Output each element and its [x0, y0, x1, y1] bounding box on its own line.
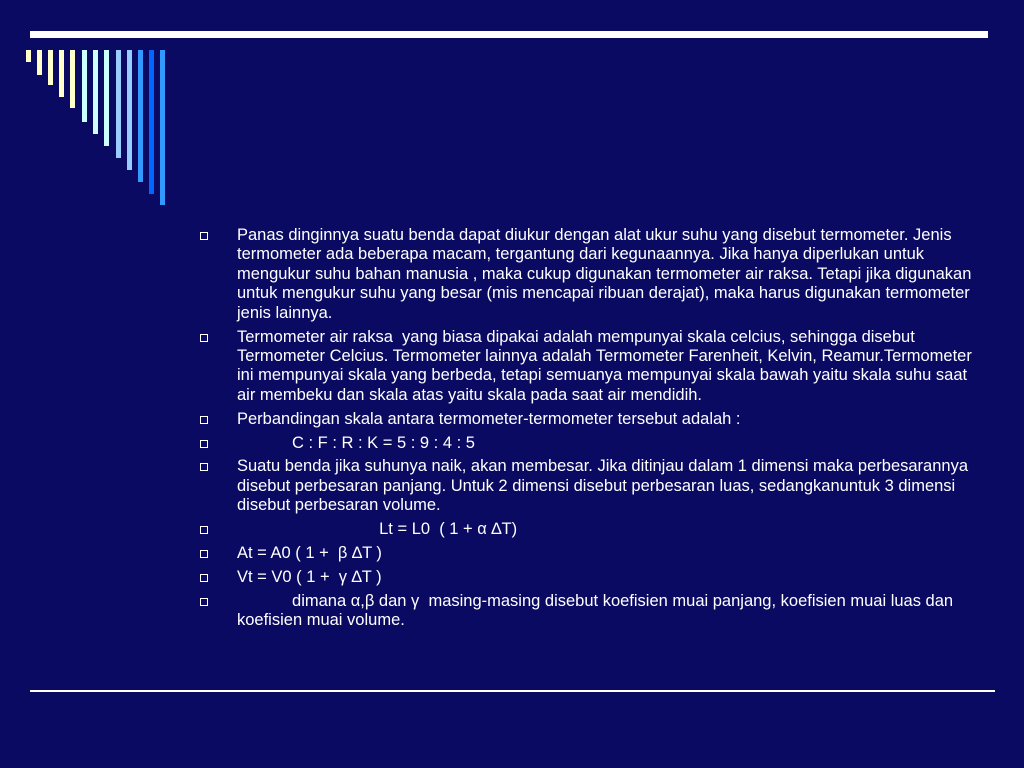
bullet-text: Perbandingan skala antara termometer-termometer tersebut adalah : [237, 409, 741, 428]
decorative-stripe [104, 50, 109, 146]
formula-text: At = A0 ( 1 + β ∆T ) [237, 544, 382, 563]
bullet-text: Panas dinginnya suatu benda dapat diukur dengan alat ukur suhu yang disebut termometer. Jenis termometer ada beberapa macam, tergantung dari kegunaannya. Jika hanya diperlukan untuk mengukur suhu bahan manusia , maka cukup digunakan termometer air raksa. Tetapi jika digunakan untuk mengukur suhu yang besar (mis mencapai ribuan derajat), maka harus digunakan termometer jenis lainnya. [237, 226, 976, 322]
decorative-stripe [93, 50, 98, 134]
hollow-square-bullet-icon [200, 334, 208, 342]
formula-text: C : F : R : K = 5 : 9 : 4 : 5 [237, 433, 475, 452]
formula-text: Vt = V0 ( 1 + γ ∆T ) [237, 568, 382, 586]
list-item [198, 592, 978, 631]
top-divider-line [30, 31, 988, 38]
decorative-stripe [149, 50, 154, 194]
list-item [198, 410, 978, 429]
list-item [198, 434, 978, 453]
decorative-stripe [160, 50, 165, 205]
list-item [198, 544, 978, 563]
decorative-stripe [127, 50, 132, 170]
decorative-stripe [26, 50, 31, 62]
bullet-text: Termometer air raksa yang biasa dipakai adalah mempunyai skala celcius, sehingga disebut Termometer Celcius. Termometer lainnya adalah Termometer Farenheit, Kelvin, Reamur.Termometer ini mempunyai skala yang berbeda, tetapi semuanya mempunyai skala bawah yaitu skala suhu saat air membeku dan skala atas yaitu skala pada saat air mendidih. [237, 327, 977, 404]
decorative-stripe [48, 50, 53, 85]
hollow-square-bullet-icon [200, 416, 208, 424]
decorative-stripe [59, 50, 64, 97]
hollow-square-bullet-icon [200, 550, 208, 558]
formula-text: Lt = L0 ( 1 + α ∆T) [237, 520, 518, 539]
list-item [198, 226, 978, 323]
decorative-stripe [138, 50, 143, 182]
hollow-square-bullet-icon [200, 440, 208, 448]
decorative-stripe [37, 50, 42, 75]
hollow-square-bullet-icon [200, 232, 208, 240]
decorative-stripe [82, 50, 87, 122]
bullet-text: dimana α,β dan γ masing-masing disebut koefisien muai panjang, koefisien muai luas dan koefisien muai volume. [237, 591, 958, 630]
list-item [198, 520, 978, 539]
hollow-square-bullet-icon [200, 526, 208, 534]
hollow-square-bullet-icon [200, 598, 208, 606]
bullet-list [198, 226, 978, 635]
list-item [198, 328, 978, 406]
hollow-square-bullet-icon [200, 574, 208, 582]
decorative-stripe [70, 50, 75, 108]
decorative-stripe [116, 50, 121, 158]
hollow-square-bullet-icon [200, 463, 208, 471]
bullet-text: Suatu benda jika suhunya naik, akan membesar. Jika ditinjau dalam 1 dimensi maka perbesarannya disebut perbesaran panjang. Untuk 2 dimensi disebut perbesaran luas, sedangkanuntuk 3 dimensi disebut perbesaran volume. [237, 457, 973, 515]
bottom-divider-line [30, 690, 995, 692]
list-item [198, 568, 978, 587]
list-item [198, 457, 978, 515]
